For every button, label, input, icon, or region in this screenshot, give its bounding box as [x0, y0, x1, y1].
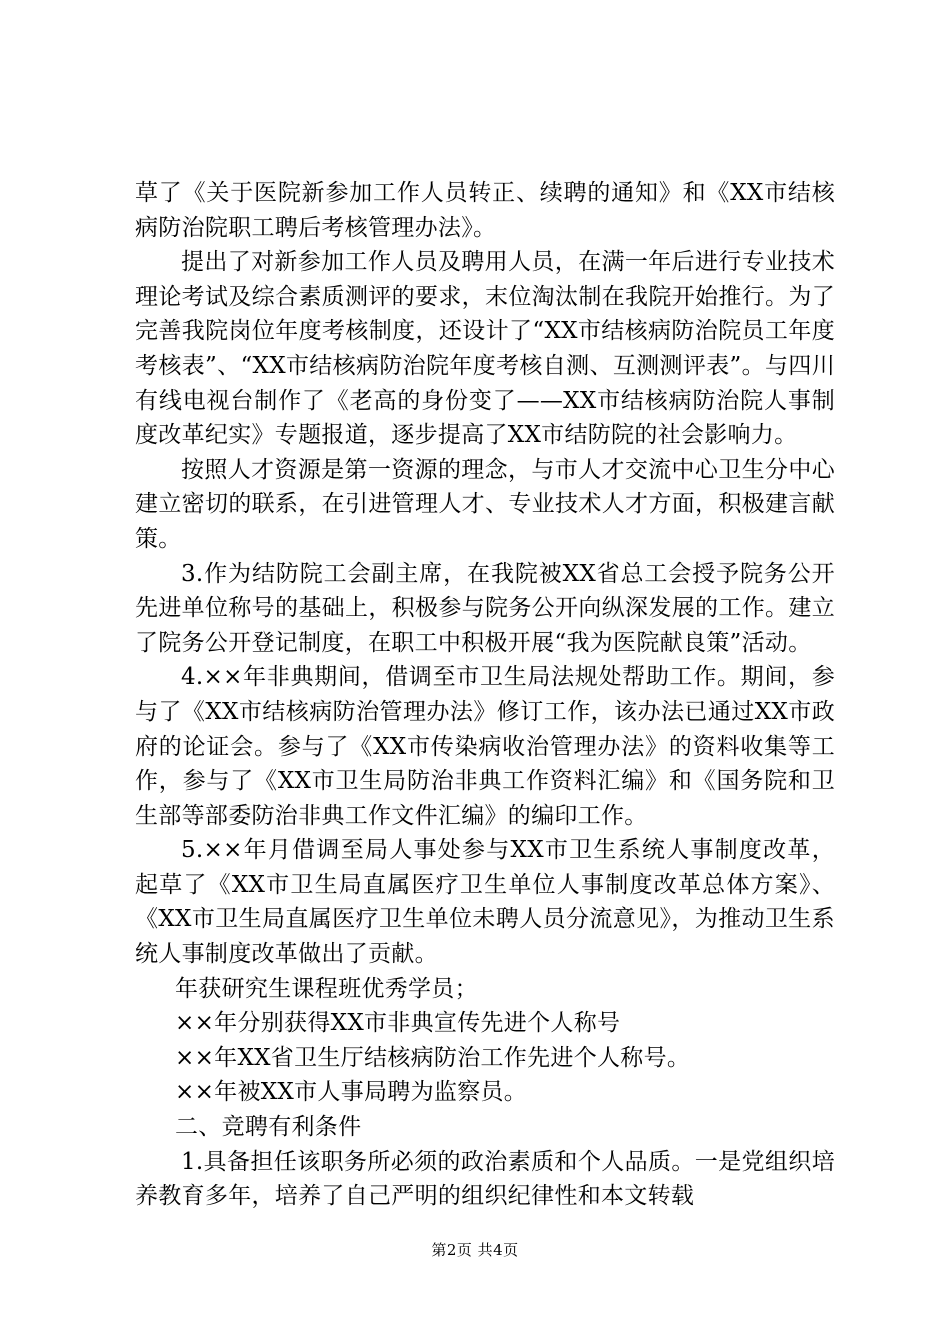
- paragraph-2: 提出了对新参加工作人员及聘用人员，在满一年后进行专业技术理论考试及综合素质测评的要求，末位淘汰制在我院开始推行。为了完善我院岗位年度考核制度，还设计了“XX市结核病防治院员工年度考核表”、“XX市结核病防治院年度考核自测、互测测评表”。与四川有线电视台制作了《老高的身份变了——XX市结核病防治院人事制度改革纪实》专题报道，逐步提高了XX市结防院的社会影响力。: [135, 249, 835, 449]
- paragraph-8: ××年分别获得XX市非典宣传先进个人称号: [175, 1010, 621, 1037]
- paragraph-6: 5.××年月借调至局人事处参与XX市卫生系统人事制度改革，起草了《XX市卫生局直属医疗卫生单位人事制度改革总体方案》、《XX市卫生局直属医疗卫生单位未聘人员分流意见》，为推动卫生系统人事制度改革做出了贡献。: [135, 837, 835, 968]
- document-body: [135, 176, 835, 1214]
- paragraph-1: 草了《关于医院新参加工作人员转正、续聘的通知》和《XX市结核病防治院职工聘后考核管理办法》。: [135, 180, 835, 241]
- paragraph-7: 年获研究生课程班优秀学员；: [175, 975, 478, 1002]
- paragraph-5: 4.××年非典期间，借调至市卫生局法规处帮助工作。期间，参与了《XX市结核病防治管理办法》修订工作，该办法已通过XX市政府的论证会。参与了《XX市传染病收治管理办法》的资料收集等工作，参与了《XX市卫生局防治非典工作资料汇编》和《国务院和卫生部等部委防治非典工作文件汇编》的编印工作。: [135, 664, 835, 829]
- paragraph-3: 按照人才资源是第一资源的理念，与市人才交流中心卫生分中心建立密切的联系，在引进管理人才、专业技术人才方面，积极建言献策。: [135, 456, 835, 552]
- page-number-footer: 第2页 共4页: [431, 1241, 519, 1259]
- paragraph-9: ××年XX省卫生厅结核病防治工作先进个人称号。: [175, 1044, 691, 1071]
- paragraph-10: ××年被XX市人事局聘为监察员。: [175, 1079, 528, 1106]
- paragraph-12: 1.具备担任该职务所必须的政治素质和个人品质。一是党组织培养教育多年，培养了自己严明的组织纪律性和本文转载: [135, 1148, 835, 1210]
- paragraph-4: 3.作为结防院工会副主席，在我院被XX省总工会授予院务公开先进单位称号的基础上，积极参与院务公开向纵深发展的工作。建立了院务公开登记制度，在职工中积极开展“我为医院献良策”活动。: [135, 560, 835, 656]
- section-heading-advantages: 二、竞聘有利条件: [175, 1114, 362, 1141]
